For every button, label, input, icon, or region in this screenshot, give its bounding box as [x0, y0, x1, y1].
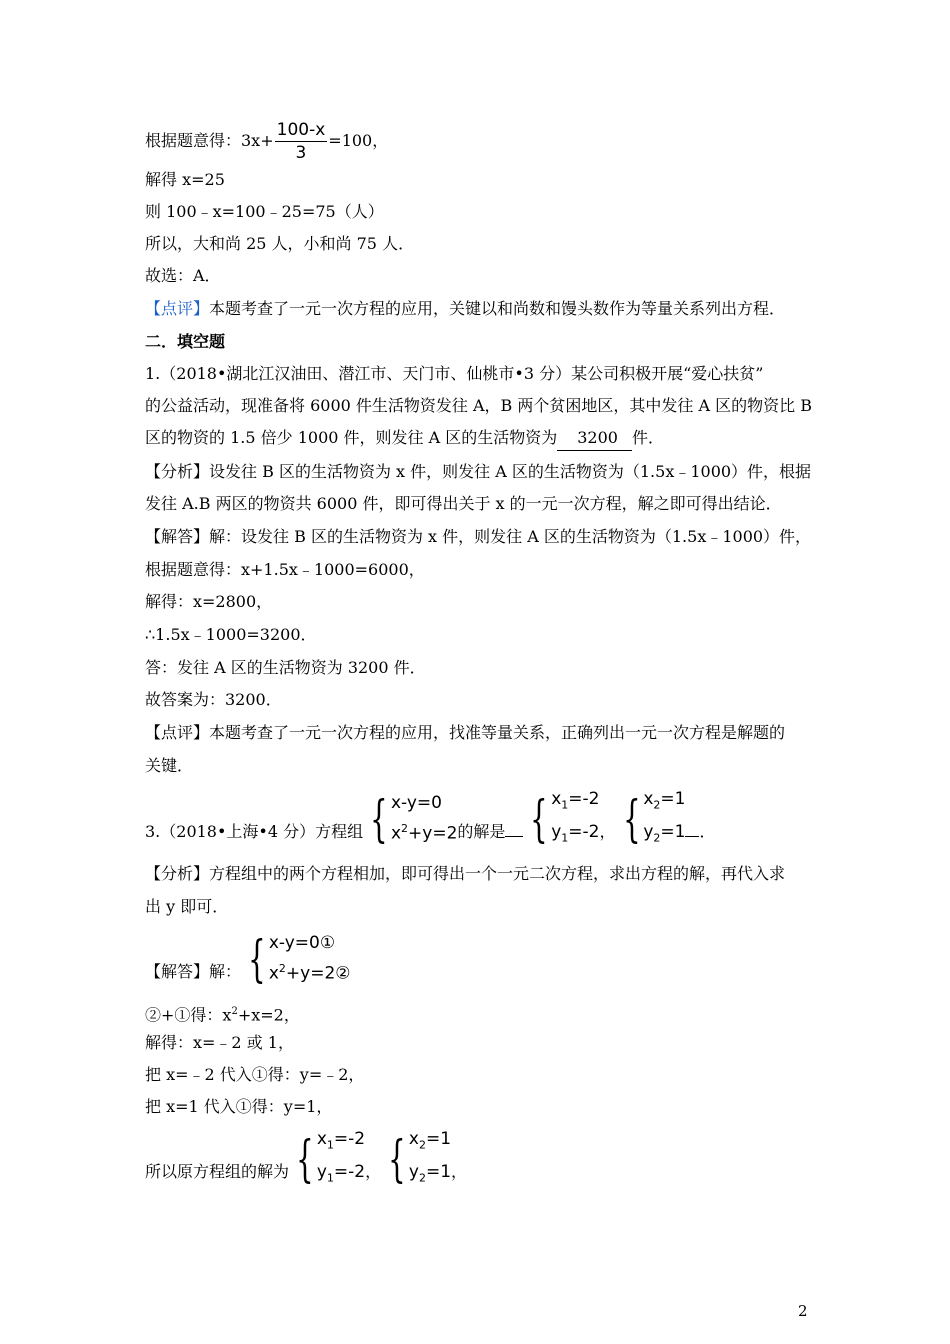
text: 根据题意得：3x+: [145, 131, 274, 150]
text-line: ②+①得：$x^2+x=2$，: [145, 1005, 300, 1025]
text-line: 发往 A.B 两区的物资共 6000 件，即可得出关于 x 的一元一次方程，解之即可得出结论．: [145, 494, 782, 513]
answer-system-1: { $x_1=-2$ $y_1=-2$: [296, 1129, 366, 1188]
text-line: ∴1.5x﹣1000=3200．: [145, 625, 317, 644]
question-text: 1.（2018•湖北江汉油田、潜江市、天门市、仙桃市•3 分）某公司积极开展“爱心扶贫”: [145, 364, 764, 383]
text: ．: [699, 822, 716, 841]
text: 解：: [209, 962, 242, 981]
text-line: 所以，大和尚 25 人，小和尚 75 人．: [145, 234, 415, 253]
comment-line: [145, 297, 785, 321]
solution-tag: 【解答】: [145, 527, 210, 546]
text: 本题考查了一元一次方程的应用，关键以和尚数和馒头数作为等量关系列出方程．: [209, 299, 786, 318]
answer-system-1: { $x_1=-2$ $y_1=-2$: [530, 789, 600, 848]
text-line: 把 x=1 代入①得：y=1，: [145, 1097, 333, 1116]
equation-system: [363, 790, 457, 847]
answer-blank: [505, 836, 523, 837]
equation-row: $x^2+y=2$: [390, 822, 458, 844]
text: =100，: [328, 131, 389, 150]
equation-line: [145, 120, 388, 163]
text-line: 解得 x=25: [145, 170, 225, 189]
question-text: [145, 426, 664, 451]
answer-blank: [685, 836, 699, 837]
text: 3.（2018•上海•4 分）方程组: [145, 822, 364, 841]
question-3-line: [145, 786, 715, 864]
text-line: 解得：x=2800，: [145, 592, 273, 611]
text-line: 把 x=﹣2 代入①得：y=﹣2，: [145, 1065, 365, 1084]
section-heading: 二．填空题: [145, 332, 226, 351]
answer-blank: 3200: [557, 426, 632, 451]
text: 区的物资的 1.5 倍少 1000 件，则发往 A 区的生活物资为: [145, 428, 558, 447]
text: 本题考查了一元一次方程的应用，找准等量关系，正确列出一元一次方程是解题的: [209, 723, 786, 742]
analysis-line: [145, 460, 811, 484]
text-line: 根据题意得：x+1.5x﹣1000=6000，: [145, 560, 425, 579]
fraction-denominator: 3: [295, 143, 307, 163]
brace: {: [370, 789, 388, 848]
comment-line: [145, 721, 785, 745]
solution-tag: 【解答】: [145, 962, 210, 981]
text: 解：设发往 B 区的生活物资为 x 件，则发往 A 区的生活物资为（1.5x﹣1000）件，: [209, 527, 812, 546]
text: 件．: [631, 428, 664, 447]
equation-row: x-y=0: [390, 793, 442, 814]
text-line: 关键．: [145, 756, 194, 775]
comment-tag: 【点评】: [145, 299, 210, 318]
analysis-line: [145, 862, 785, 886]
page-number: 2: [798, 1302, 808, 1320]
fraction: [275, 120, 328, 163]
answer-system-2: { $x_2=1$ $y_2=1$: [622, 789, 686, 848]
text: 设发往 B 区的生活物资为 x 件，则发往 A 区的生活物资为（1.5x﹣1000）件，根据: [209, 462, 812, 481]
answer-system-2: { $x_2=1$ $y_2=1$: [388, 1129, 452, 1188]
analysis-tag: 【分析】: [145, 864, 210, 883]
solution-line: 所以原方程组的解为 { $x_1=-2$ $y_1=-2$ ， { $x_2=1$ $y_2=1$ ，: [145, 1126, 467, 1204]
question-text: 的公益活动，现准备将 6000 件生活物资发往 A，B 两个贫困地区，其中发往 A 区的物资比 B: [145, 396, 812, 415]
text-line: 则 100﹣x=100﹣25=75（人）: [145, 202, 384, 221]
text: 的解是: [457, 822, 506, 841]
solution-line: [145, 926, 351, 1004]
text: 所以原方程组的解为: [145, 1162, 290, 1181]
text-line: 故选：A．: [145, 266, 221, 285]
text: 方程组中的两个方程相加，即可得出一个一元二次方程，求出方程的解，再代入求: [209, 864, 786, 883]
text: ，: [599, 822, 616, 841]
text-line: 故答案为：3200．: [145, 690, 282, 709]
equation-system: { x-y=0① $x^2+y=2②$: [248, 929, 351, 988]
comment-tag: 【点评】: [145, 723, 210, 742]
analysis-tag: 【分析】: [145, 462, 210, 481]
text-line: 出 y 即可．: [145, 897, 229, 916]
fraction-numerator: 100-x: [276, 120, 326, 140]
text-line: 解得：x=﹣2 或 1，: [145, 1033, 294, 1052]
solution-line: [145, 525, 811, 549]
text-line: 答：发往 A 区的生活物资为 3200 件．: [145, 658, 426, 677]
